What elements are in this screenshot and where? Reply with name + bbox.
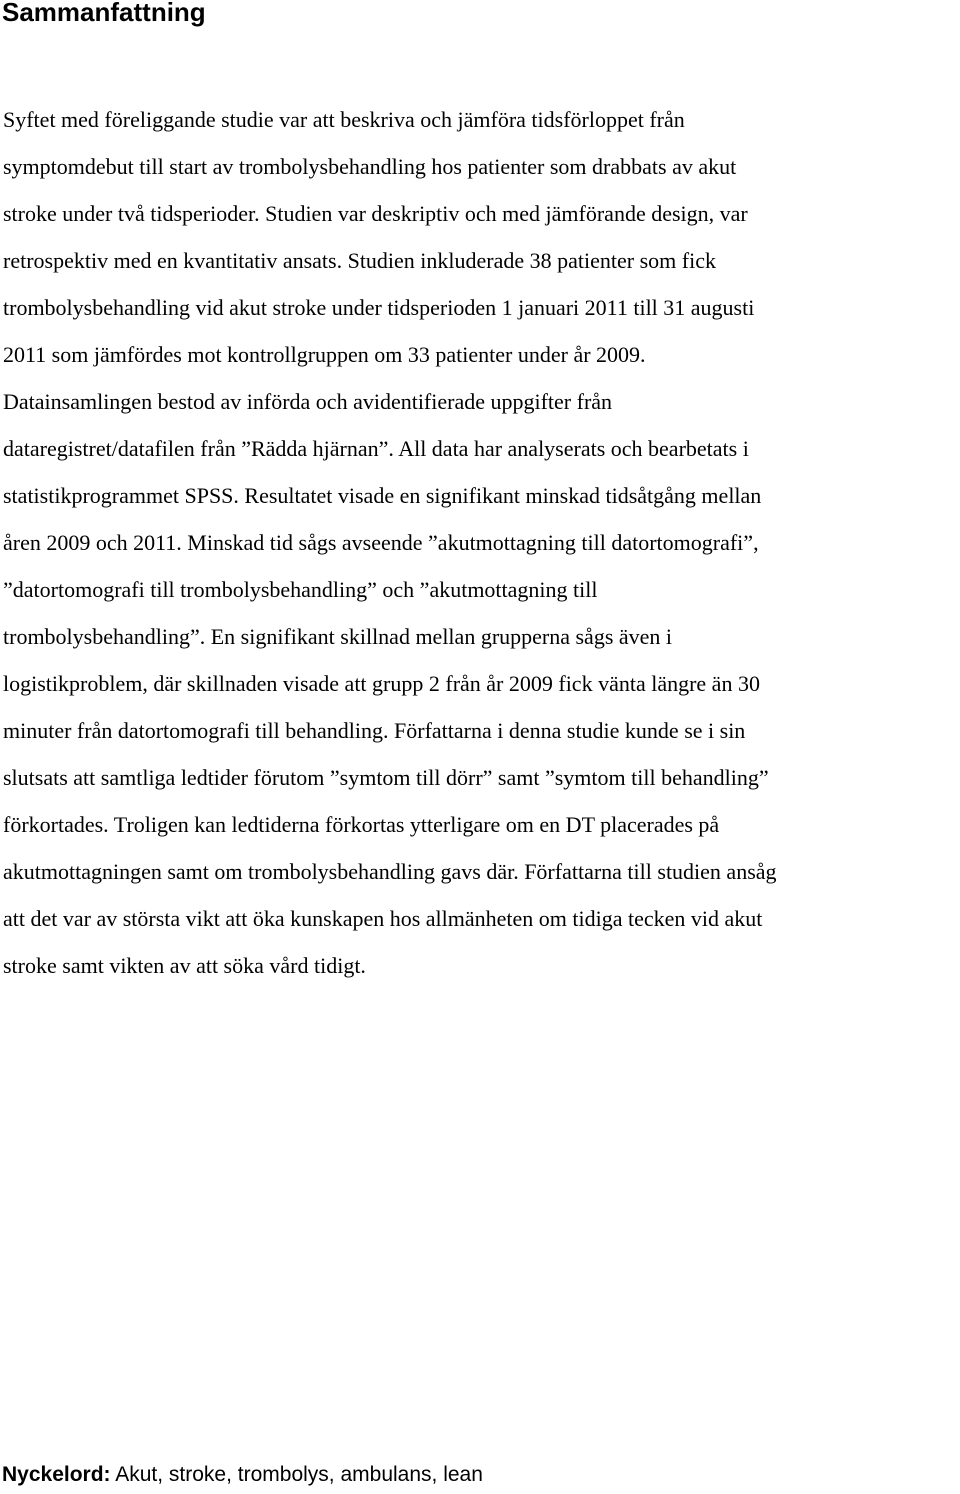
abstract-line: trombolysbehandling vid akut stroke under tidsperioden 1 januari 2011 till 31 augusti — [3, 295, 755, 320]
abstract-line: 2011 som jämfördes mot kontrollgruppen om 33 patienter under år 2009. — [3, 342, 646, 367]
abstract-line: minuter från datortomografi till behandling. Författarna i denna studie kunde se i sin — [3, 718, 746, 743]
abstract-line: stroke samt vikten av att söka vård tidigt. — [3, 953, 366, 978]
abstract-line: stroke under två tidsperioder. Studien var deskriptiv och med jämförande design, var — [3, 201, 748, 226]
abstract-line: logistikproblem, där skillnaden visade att grupp 2 från år 2009 fick vänta längre än 30 — [3, 671, 760, 696]
abstract-line: åren 2009 och 2011. Minskad tid sågs avseende ”akutmottagning till datortomografi”, — [3, 530, 759, 555]
keywords-line — [2, 1460, 483, 1490]
abstract-line: statistikprogrammet SPSS. Resultatet visade en signifikant minskad tidsåtgång mellan — [3, 483, 762, 508]
keywords-values: Akut, stroke, trombolys, ambulans, lean — [115, 1463, 483, 1486]
abstract-line: slutsats att samtliga ledtider förutom ”symtom till dörr” samt ”symtom till behandling” — [3, 765, 769, 790]
abstract-line: Datainsamlingen bestod av införda och avidentifierade uppgifter från — [3, 389, 613, 414]
abstract-line: dataregistret/datafilen från ”Rädda hjärnan”. All data har analyserats och bearbetats i — [3, 436, 749, 461]
abstract-line: retrospektiv med en kvantitativ ansats. Studien inkluderade 38 patienter som fick — [3, 248, 716, 273]
abstract-line: akutmottagningen samt om trombolysbehandling gavs där. Författarna till studien ansåg — [3, 859, 777, 884]
abstract-line: symptomdebut till start av trombolysbehandling hos patienter som drabbats av akut — [3, 154, 737, 179]
abstract-line: Syftet med föreliggande studie var att beskriva och jämföra tidsförloppet från — [3, 107, 685, 132]
abstract-line: att det var av största vikt att öka kunskapen hos allmänheten om tidiga tecken vid akut — [3, 906, 763, 931]
abstract-line: ”datortomografi till trombolysbehandling” och ”akutmottagning till — [3, 577, 598, 602]
abstract-line: förkortades. Troligen kan ledtiderna förkortas ytterligare om en DT placerades på — [3, 812, 720, 837]
keywords-label: Nyckelord: — [2, 1463, 111, 1486]
abstract-line: trombolysbehandling”. En signifikant skillnad mellan grupperna sågs även i — [3, 624, 673, 649]
abstract-body — [3, 96, 958, 989]
page-title: Sammanfattning — [2, 0, 206, 27]
